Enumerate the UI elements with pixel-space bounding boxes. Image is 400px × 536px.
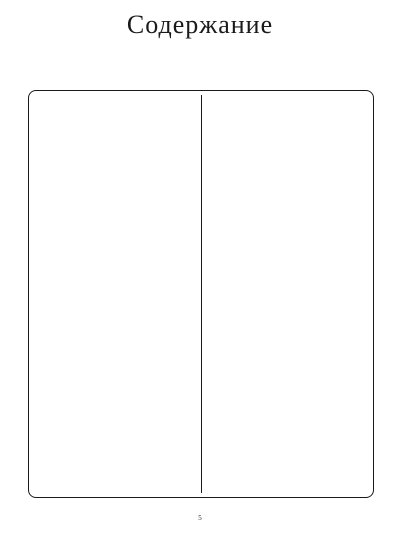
toc-entry (212, 131, 368, 143)
toc-entry (212, 275, 368, 287)
toc-entry (35, 257, 191, 269)
toc-entry (35, 131, 191, 143)
toc-entry (212, 257, 368, 269)
toc-entry (35, 95, 191, 107)
toc-entry (35, 221, 191, 233)
toc-entry (212, 167, 368, 179)
toc-entry (212, 221, 368, 233)
toc-entry (212, 293, 368, 305)
toc-frame (28, 90, 374, 498)
toc-entry (212, 329, 368, 341)
toc-entry (35, 239, 191, 251)
column-divider (201, 95, 202, 493)
toc-entry (212, 149, 368, 161)
toc-entry (212, 185, 368, 197)
toc-entry (35, 275, 191, 287)
toc-entry (35, 329, 191, 341)
toc-entry (35, 347, 191, 359)
toc-entry (35, 149, 191, 161)
toc-entry (212, 113, 368, 125)
toc-entry (212, 311, 368, 323)
toc-entry (35, 293, 191, 305)
toc-entry (35, 167, 191, 179)
toc-entry (35, 311, 191, 323)
toc-entry (212, 95, 368, 107)
toc-entry (35, 203, 191, 215)
toc-entry (35, 185, 191, 197)
toc-right-column (212, 95, 368, 493)
toc-left-column (35, 95, 191, 493)
toc-entry (212, 239, 368, 251)
toc-entry (35, 113, 191, 125)
page-title: Содержание (126, 10, 274, 39)
toc-entry (212, 203, 368, 215)
page-number: 5 (198, 514, 202, 522)
